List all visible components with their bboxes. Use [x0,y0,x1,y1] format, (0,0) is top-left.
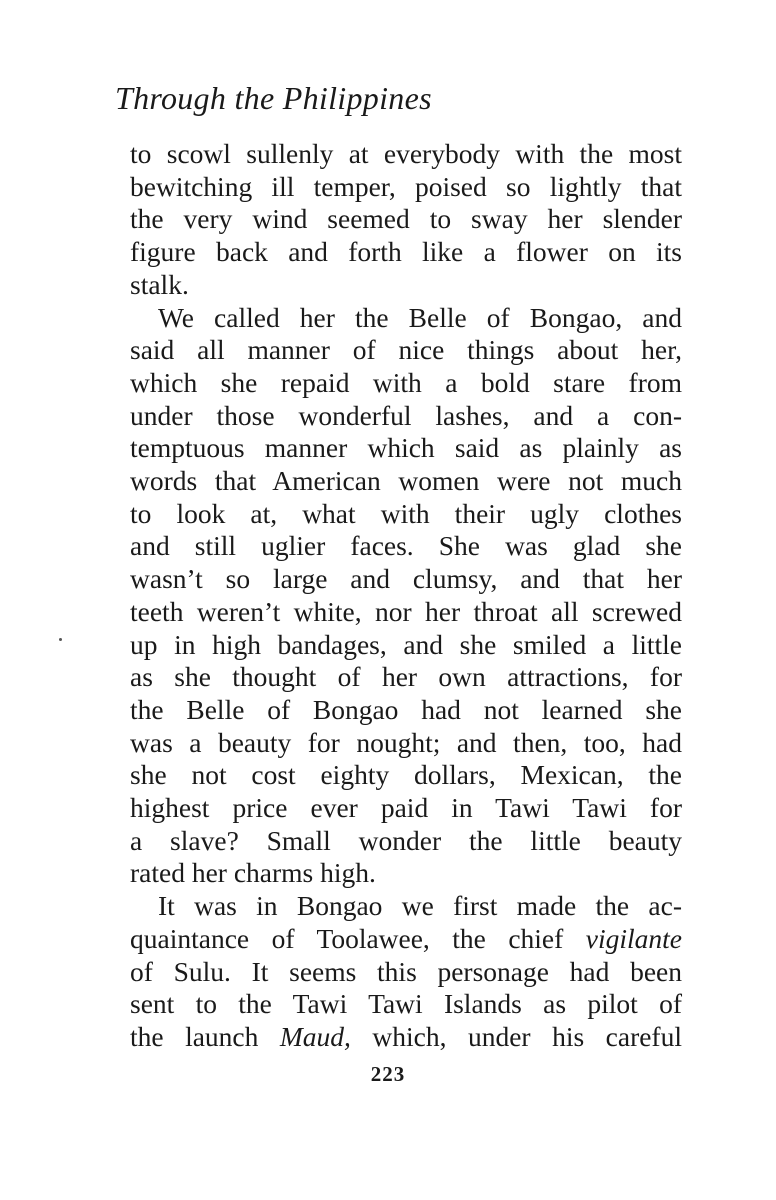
text-line: We called her the Belle of Bongao, and [158,301,682,333]
text-line: figure back and forth like a flower on its [130,236,682,268]
text-line: quaintance of Toolawee, the chief vigilante [130,922,682,954]
text-line: said all manner of nice things about her, [130,334,682,366]
italic-term: Maud, [279,1020,351,1052]
paragraph-3 [130,890,682,1054]
text-line: which she repaid with a bold stare from [130,366,682,398]
text-line: a slave? Small wonder the little beauty [130,824,682,856]
text-line: rated her charms high. [130,857,376,889]
text-line: to scowl sullenly at everybody with the most [130,138,682,169]
text-line: she not cost eighty dollars, Mexican, the [130,759,682,791]
running-head: Through the Philippines [115,80,432,116]
page-number: 223 [370,1062,406,1086]
print-speck [59,638,62,641]
text-line: the launch Maud, which, under his careful [130,1020,682,1052]
italic-term: vigilante [585,922,682,954]
text-line: highest price ever paid in Tawi Tawi for [130,792,682,824]
text-line: It was in Bongao we first made the ac- [158,890,682,922]
paragraph-2 [130,302,682,891]
text-line: as she thought of her own attractions, for [130,661,682,693]
text-line: stalk. [130,268,189,300]
text-line: to look at, what with their ugly clothes [130,497,682,529]
text-line: up in high bandages, and she smiled a little [130,628,682,660]
text-line: of Sulu. It seems this personage had been [130,955,682,987]
paragraph-1 [130,138,682,302]
text-line: and still uglier faces. She was glad she [130,530,682,562]
text-line: was a beauty for nought; and then, too, had [130,726,682,758]
text-line: the Belle of Bongao had not learned she [130,693,682,725]
text-line: temptuous manner which said as plainly as [130,432,682,464]
text-line: bewitching ill temper, poised so lightly that [130,170,682,202]
text-line: the very wind seemed to sway her slender [130,203,682,235]
text-line: sent to the Tawi Tawi Islands as pilot of [130,988,682,1020]
text-line: wasn’t so large and clumsy, and that her [130,563,682,595]
text-line: teeth weren’t white, nor her throat all screwed [130,595,682,627]
text-line: words that American women were not much [130,465,682,497]
book-page [115,76,682,1054]
text-line: under those wonderful lashes, and a con- [130,399,682,431]
body-text [130,138,682,1054]
